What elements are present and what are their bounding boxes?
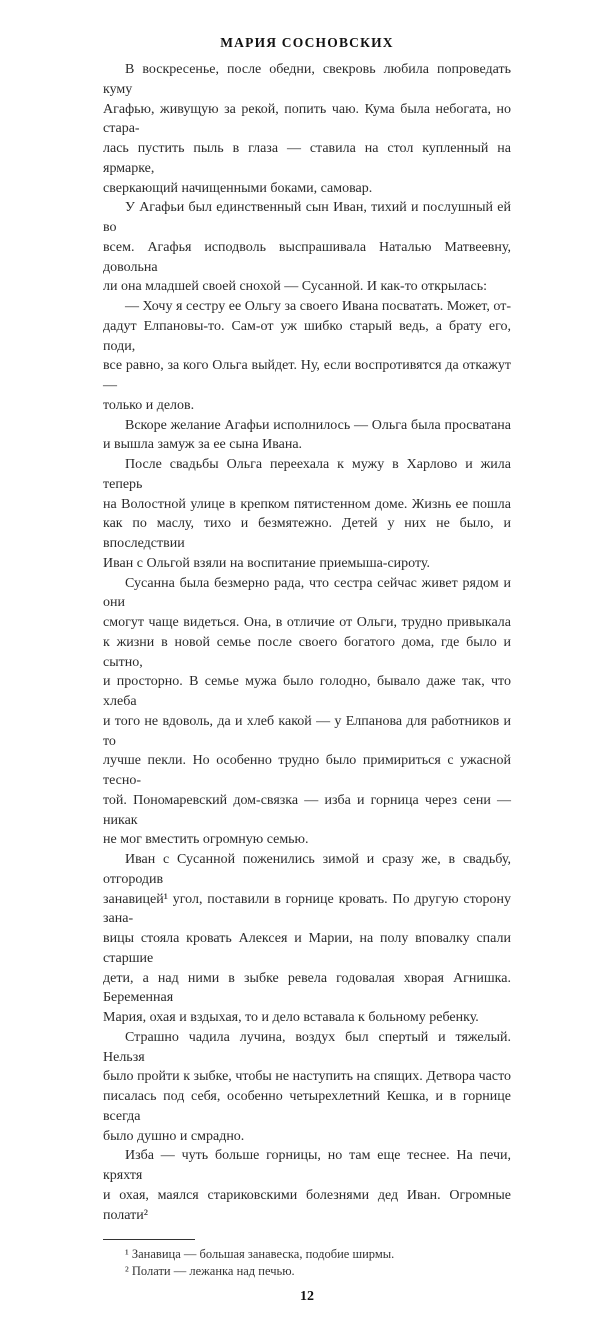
text-line: вицы стояла кровать Алексея и Марии, на полу вповалку спали старшие (103, 931, 511, 966)
paragraph (103, 574, 511, 851)
text-line: и просторно. В семье мужа было голодно, бывало даже так, что хлеба (103, 674, 511, 709)
text-line: Агафью, живущую за рекой, попить чаю. Кума была небогата, но стара- (103, 101, 511, 137)
text-line: лучше пекли. Но особенно трудно было примириться с ужасной тесно- (103, 753, 511, 788)
text-line: Страшно чадила лучина, воздух был спертый и тяжелый. Нельзя (103, 1029, 511, 1065)
paragraph (103, 455, 511, 574)
footnote-2: ² Полати — лежанка над печью. (125, 1264, 295, 1279)
text-line: не мог вместить огромную семью. (103, 832, 309, 848)
text-line: смогут чаще видеться. Она, в отличие от Ольги, трудно привыкала (103, 615, 511, 630)
text-line: Иван с Ольгой взяли на воспитание приемыша-сироту. (103, 555, 431, 571)
footnote-1: ¹ Занавица — большая занавеска, подобие ширмы. (125, 1247, 395, 1262)
paragraph (103, 297, 511, 416)
text-line: и охая, маялся стариковскими болезнями дед Иван. Огромные полати² (103, 1187, 511, 1223)
text-line: Мария, охая и вздыхая, то и дело вставала к больному ребенку. (103, 1010, 479, 1025)
text-line: и вышла замуж за ее сына Ивана. (103, 437, 303, 453)
text-line: писалась под себя, особенно четырехлетний Кешка, и в горнице всегда (103, 1089, 511, 1124)
text-line: сверкающий начищенными боками, самовар. (103, 180, 373, 196)
text-line: Сусанна была безмерно рада, что сестра сейчас живет рядом и они (103, 575, 511, 611)
text-line: У Агафьи был единственный сын Иван, тихий и послушный ей во (103, 200, 511, 235)
footnotes (103, 1246, 511, 1280)
paragraph (103, 1146, 511, 1225)
running-head: МАРИЯ СОСНОВСКИХ (220, 35, 394, 50)
text-line: В воскресенье, после обедни, свекровь любила попроведать куму (103, 62, 511, 97)
text-line: дадут Елпановы-то. Сам-от уж шибко старый ведь, а брату его, поди, (103, 318, 511, 354)
text-line: к жизни в новой семье после своего богатого дома, где было и сытно, (103, 634, 511, 670)
text-line: Вскоре желание Агафьи исполнилось — Ольга была просватана (125, 417, 511, 433)
page-number: 12 (300, 1289, 314, 1305)
footnote-divider (103, 1239, 195, 1240)
paragraph (103, 1028, 511, 1147)
text-line: дети, а над ними в зыбке ревела годовалая хворая Агнишка. Беременная (103, 970, 511, 1006)
text-line: ли она младшей своей снохой — Сусанной. И как-то открылась: (103, 279, 487, 295)
text-line: всем. Агафья исподволь выспрашивала Наталью Матвеевну, довольна (103, 239, 511, 275)
body-text (103, 60, 511, 1225)
text-line: После свадьбы Ольга переехала к мужу в Харлово и жила теперь (103, 457, 511, 492)
text-line: той. Пономаревский дом-связка — изба и горница через сени — никак (103, 792, 511, 828)
text-line: и того не вдоволь, да и хлеб какой — у Елпанова для работников и то (103, 713, 511, 749)
paragraph (103, 60, 511, 198)
text-line: было пройти к зыбке, чтобы не наступить на спящих. Детвора часто (103, 1069, 511, 1085)
text-line: как по маслу, тихо и безмятежно. Детей у них не было, и впоследствии (103, 516, 511, 551)
text-line: Иван с Сусанной поженились зимой и сразу же, в свадьбу, отгородив (103, 852, 511, 887)
text-line: лась пустить пыль в глаза — ставила на стол купленный на ярмарке, (103, 141, 511, 176)
text-line: Изба — чуть больше горницы, но там еще теснее. На печи, кряхтя (103, 1148, 511, 1183)
text-line: — Хочу я сестру ее Ольгу за своего Ивана посватать. Может, от- (125, 299, 511, 314)
text-line: на Волостной улице в крепком пятистенном доме. Жизнь ее пошла (103, 496, 511, 512)
text-line: было душно и смрадно. (103, 1128, 245, 1144)
text-line: только и делов. (103, 397, 195, 413)
paragraph (103, 850, 511, 1028)
paragraph (103, 416, 511, 456)
text-line: занавицей¹ угол, поставили в горнице кровать. По другую сторону зана- (103, 891, 511, 927)
text-line: все равно, за кого Ольга выйдет. Ну, если воспротивятся да откажут — (103, 358, 511, 393)
paragraph (103, 198, 511, 297)
